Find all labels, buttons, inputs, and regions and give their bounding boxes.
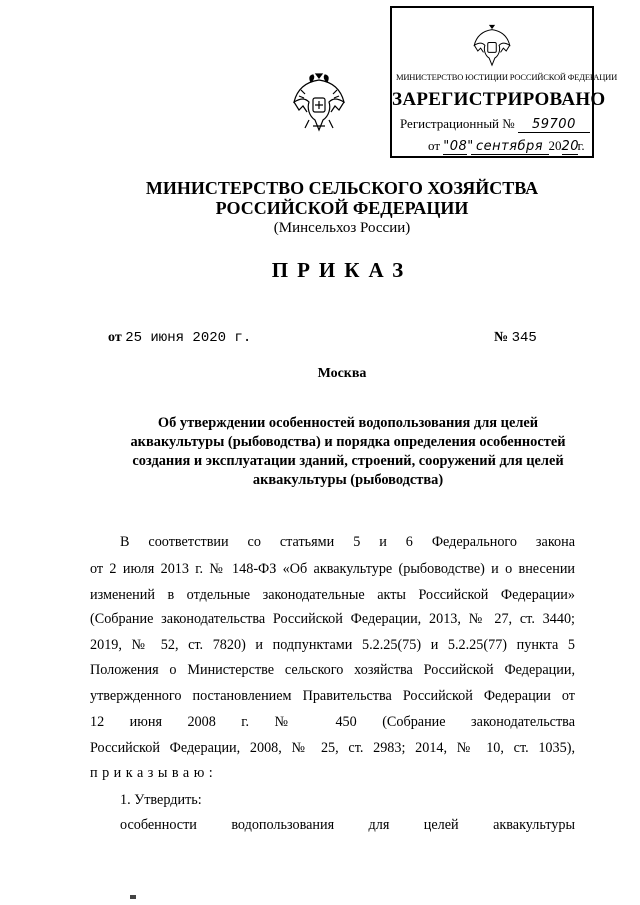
body-line: особенности водопользования для целей аквакультуры <box>120 817 575 833</box>
body-line: 12 июня 2008 г. № 450 (Собрание законодательства <box>90 714 575 730</box>
body-line: Положения о Министерстве сельского хозяйства Российской Федерации, <box>90 662 575 678</box>
order-number-sign: № <box>494 330 509 345</box>
subject-line: создания и эксплуатации зданий, строений, сооружений для целей <box>132 453 564 469</box>
subject-line: аквакультуры (рыбоводства) и порядка определения особенностей <box>130 434 566 450</box>
stamp-date-suffix: г. <box>577 138 585 153</box>
body-line: приказываю: <box>90 765 218 781</box>
stamp-coat-of-arms-icon <box>472 24 512 68</box>
registration-stamp <box>390 6 618 158</box>
ministry-name-line1: МИНИСТЕРСТВО СЕЛЬСКОГО ХОЗЯЙСТВА <box>145 178 539 198</box>
stamp-reg-number-row <box>400 116 590 133</box>
subject-line: Об утверждении особенностей водопользования для целей <box>157 415 539 431</box>
order-number <box>494 330 537 346</box>
stamp-reg-label: Регистрационный № <box>400 116 515 131</box>
body-line: В соответствии со статьями 5 и 6 Федерального закона <box>120 534 575 550</box>
stamp-date-day: "08" <box>443 139 474 154</box>
body-line: 1. Утвердить: <box>120 792 202 808</box>
stamp-date-row <box>428 138 585 155</box>
body-line: (Собрание законодательства Российской Федерации, 2013, № 27, ст. 3440; <box>90 611 575 627</box>
ministry-short-name: (Минсельхоз России) <box>273 220 411 236</box>
stamp-registered-label: ЗАРЕГИСТРИРОВАНО <box>392 89 606 110</box>
city: Москва <box>317 366 367 381</box>
body-line: изменений в отдельные законодательные акты Российской Федерации» <box>90 587 575 603</box>
order-subject <box>96 414 600 490</box>
subject-line: аквакультуры (рыбоводства) <box>252 472 444 488</box>
body-line: Российской Федерации, 2008, № 25, ст. 2983; 2014, № 10, ст. 1035), <box>90 740 575 756</box>
body-line: от 2 июля 2013 г. № 148-ФЗ «Об аквакультуре (рыбоводстве) и о внесении <box>90 561 575 577</box>
order-date <box>108 330 251 346</box>
stamp-reg-number: 59700 <box>518 118 590 133</box>
coat-of-arms-icon <box>291 72 347 134</box>
order-date-prefix: от <box>108 330 122 345</box>
body-line: утвержденного постановлением Правительства Российской Федерации от <box>90 688 575 704</box>
scan-artifact <box>130 895 136 899</box>
stamp-ministry-name: МИНИСТЕРСТВО ЮСТИЦИИ РОССИЙСКОЙ ФЕДЕРАЦИИ <box>396 72 618 82</box>
document-type-title: ПРИКАЗ <box>271 258 413 282</box>
stamp-date-month: сентября <box>471 140 549 155</box>
order-date-value: 25 июня 2020 г. <box>125 330 252 346</box>
body-line: 2019, № 52, ст. 7820) и подпунктами 5.2.25(75) и 5.2.25(77) пункта 5 <box>90 637 575 653</box>
ministry-name-line2: РОССИЙСКОЙ ФЕДЕРАЦИИ <box>215 198 469 218</box>
stamp-date-year-prefix: 20 <box>548 138 562 153</box>
stamp-date-year: 20 <box>561 139 580 154</box>
stamp-date-prefix: от <box>428 138 441 153</box>
order-number-value: 345 <box>511 330 537 346</box>
